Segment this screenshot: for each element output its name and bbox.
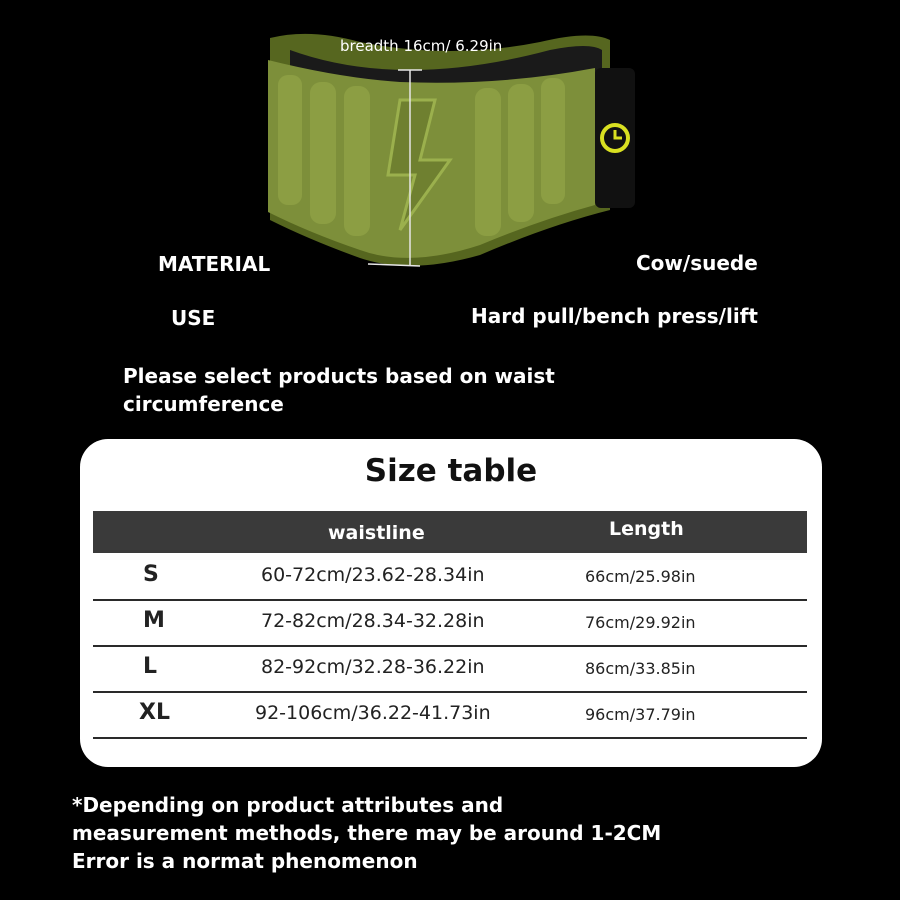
- use-value: Hard pull/bench press/lift: [471, 304, 758, 328]
- size-row-s: [93, 553, 807, 601]
- footnote-line-2: measurement methods, there may be around 1-2CM: [72, 821, 662, 845]
- length-cell: 96cm/37.79in: [585, 705, 696, 724]
- waistline-cell: 82-92cm/32.28-36.22in: [261, 656, 485, 678]
- waistline-cell: 60-72cm/23.62-28.34in: [261, 564, 485, 586]
- size-cell: M: [143, 608, 165, 633]
- material-label: MATERIAL: [158, 252, 271, 276]
- header-waistline: waistline: [328, 522, 425, 544]
- header-length: Length: [609, 518, 684, 540]
- footnote-line-1: *Depending on product attributes and: [72, 793, 504, 817]
- waistline-cell: 92-106cm/36.22-41.73in: [255, 702, 491, 724]
- use-label: USE: [171, 306, 216, 330]
- size-row-m: [93, 599, 807, 647]
- waistline-cell: 72-82cm/28.34-32.28in: [261, 610, 485, 632]
- size-table-card: [80, 439, 822, 767]
- footnote-line-3: Error is a normat phenomenon: [72, 849, 418, 873]
- belt-image: [250, 20, 650, 280]
- size-table-title: Size table: [364, 453, 538, 489]
- size-cell: XL: [139, 700, 170, 725]
- length-cell: 86cm/33.85in: [585, 659, 696, 678]
- size-cell: L: [143, 654, 158, 679]
- size-cell: S: [143, 562, 159, 587]
- selection-note: Please select products based on waist circumference: [123, 364, 555, 416]
- size-table-header: [93, 511, 807, 553]
- size-row-l: [93, 645, 807, 693]
- length-cell: 76cm/29.92in: [585, 613, 696, 632]
- breadth-label: breadth 16cm/ 6.29in: [340, 37, 503, 55]
- size-row-xl: [93, 691, 807, 739]
- belt-illustration: [250, 20, 650, 280]
- length-cell: 66cm/25.98in: [585, 567, 696, 586]
- footnote: [72, 791, 852, 875]
- material-value: Cow/suede: [636, 251, 758, 275]
